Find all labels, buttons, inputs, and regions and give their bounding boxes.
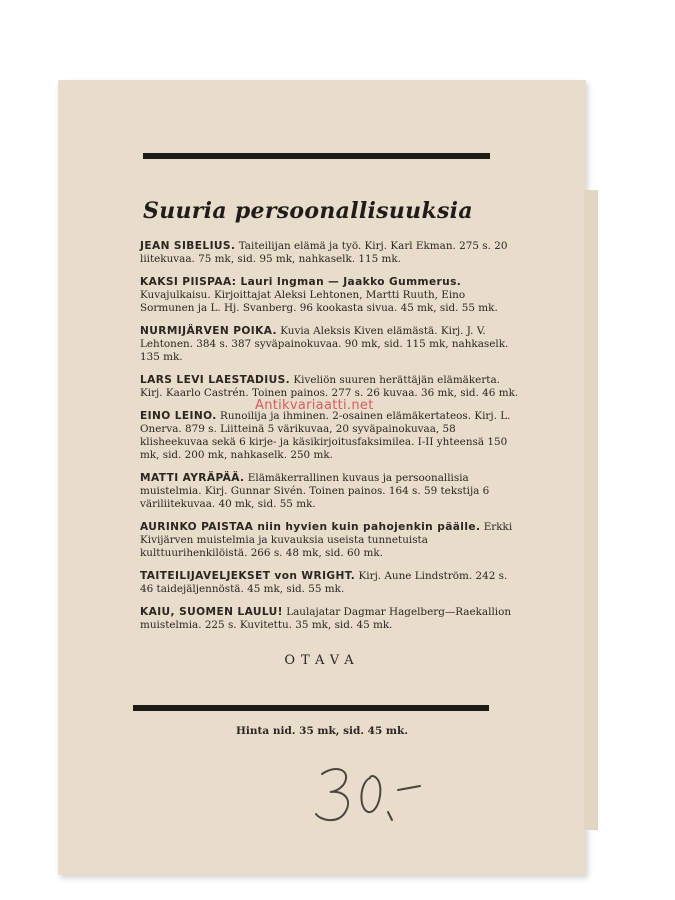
watermark: Antikvariaatti.net: [255, 398, 374, 413]
list-item: MATTI AYRÄPÄÄ. Elämäkerrallinen kuvaus ja persoonallisia muistelmia. Kirj. Gunnar Sivén. Toinen painos. 164 s. 59 tekstija 6 väriliitekuvaa. 40 mk, sid. 55 mk.: [140, 472, 490, 510]
top-rule: [143, 153, 490, 159]
series-heading: Suuria persoonallisuuksia: [143, 198, 473, 224]
list-item: KAIU, SUOMEN LAULU! Laulajatar Dagmar Hagelberg—Raekallion muistelmia. 225 s. Kuvitettu. 35 mk, sid. 45 mk.: [140, 606, 512, 631]
list-item: EINO LEINO. Runoilija ja ihminen. 2-osainen elämäkertateos. Kirj. L. Onerva. 879 s. Liitteinä 5 värikuvaa, 20 syväpainokuvaa, 58 klisheekuvaa sekä 6 kirje- ja käsikirjoitusfaksimilea. I-II yhteensä 150 mk, sid. 200 mk, nahkaselk. 250 mk.: [140, 410, 511, 461]
list-item: LARS LEVI LAESTADIUS. Kiveliön suuren herättäjän elämäkerta. Kirj. Kaarlo Castrén. Toinen painos. 277 s. 26 kuvaa. 36 mk, sid. 46 mk.: [140, 374, 519, 399]
bottom-rule: [133, 705, 489, 711]
price-line: Hinta nid. 35 mk, sid. 45 mk.: [236, 725, 408, 737]
list-item: JEAN SIBELIUS. Taiteilijan elämä ja työ. Kirj. Karl Ekman. 275 s. 20 liitekuvaa. 75 mk, sid. 95 mk, nahkaselk. 115 mk.: [140, 240, 508, 265]
list-item: NURMIJÄRVEN POIKA. Kuvia Aleksis Kiven elämästä. Kirj. J. V. Lehtonen. 384 s. 387 syväpainokuvaa. 90 mk, sid. 115 mk, nahkaselk. 135 mk.: [140, 325, 509, 363]
book-back-cover: [58, 80, 586, 875]
handwritten-price-mark: [308, 760, 428, 830]
book-list: [140, 240, 520, 642]
list-item: AURINKO PAISTAA niin hyvien kuin pahojenkin päälle. Erkki Kivijärven muistelmia ja kuvauksia useista tunnetuista kulttuurihenkilöistä. 266 s. 48 mk, sid. 60 mk.: [140, 521, 513, 559]
list-item: TAITEILIJAVELJEKSET von WRIGHT. Kirj. Aune Lindström. 242 s. 46 taidejäljennöstä. 45 mk, sid. 55 mk.: [140, 570, 508, 595]
list-item: KAKSI PIISPAA: Lauri Ingman — Jaakko Gummerus. Kuvajulkaisu. Kirjoittajat Aleksi Lehtonen, Martti Ruuth, Eino Sormunen ja L. Hj. Svanberg. 96 kookasta sivua. 45 mk, sid. 55 mk.: [140, 276, 498, 314]
publisher-name: OTAVA: [284, 653, 360, 668]
